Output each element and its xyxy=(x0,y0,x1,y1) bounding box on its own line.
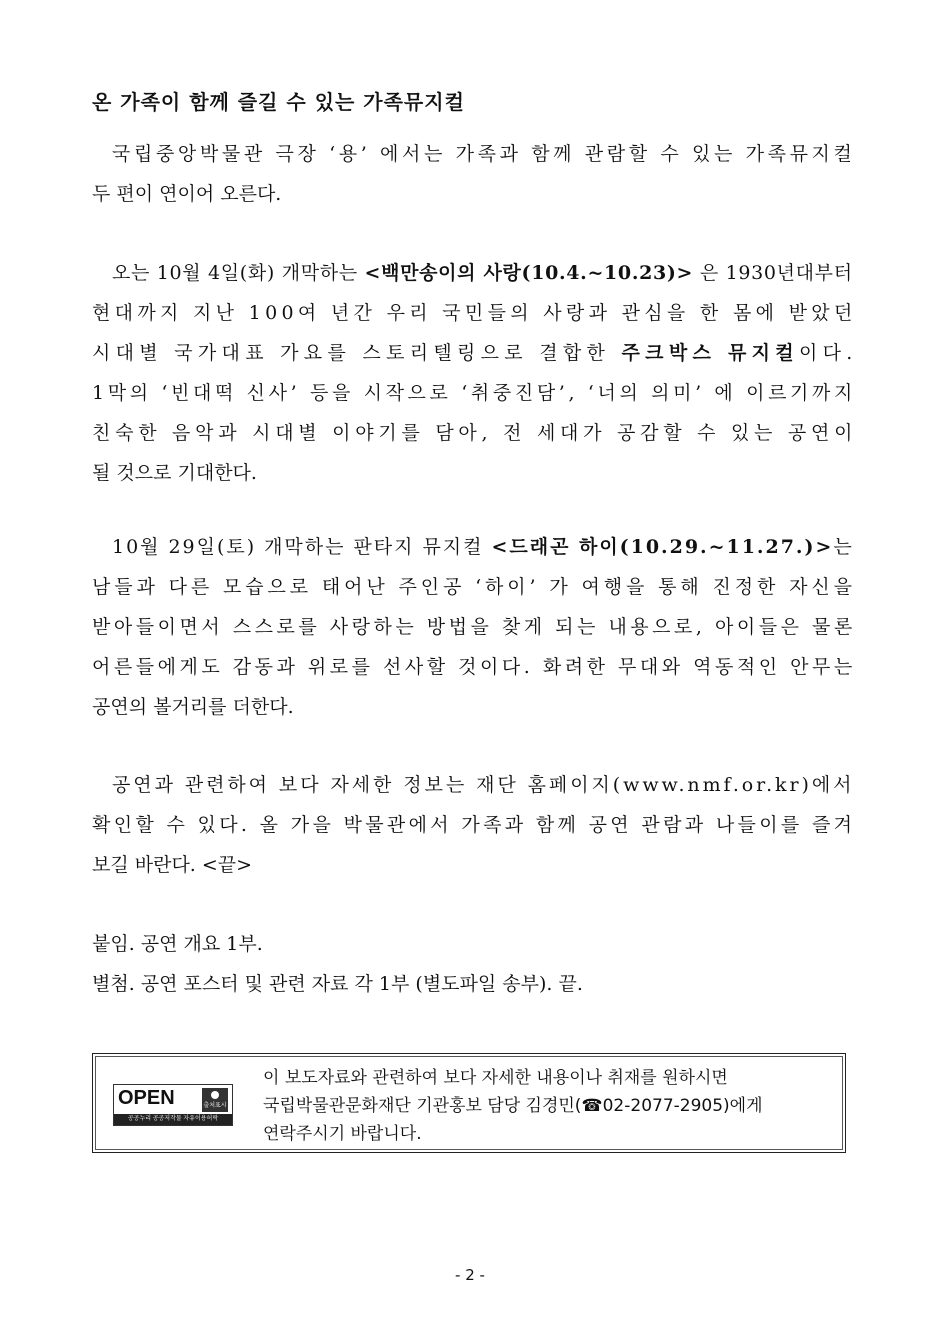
page-number: - 2 - xyxy=(455,1266,485,1284)
paragraph-line: 친숙한 음악과 시대별 이야기를 담아, 전 세대가 공감할 수 있는 공연이 xyxy=(92,422,858,444)
section-heading: 온 가족이 함께 즐길 수 있는 가족뮤지컬 xyxy=(92,90,465,114)
paragraph-line: 보길 바란다. <끝> xyxy=(92,854,253,876)
paragraph-line: 국립중앙박물관 극장 ‘용’ 에서는 가족과 함께 관람할 수 있는 가족뮤지컬 xyxy=(112,143,856,165)
genre-highlight: 주크박스 뮤지컬 xyxy=(621,342,799,364)
paragraph-line: 시대별 국가대표 가요를 스토리텔링으로 결합한 주크박스 뮤지컬이다. xyxy=(92,342,858,364)
musical-title-2: <드래곤 하이(10.29.~11.27.)> xyxy=(491,536,834,558)
paragraph-line: 두 편이 연이어 오른다. xyxy=(92,183,282,205)
contact-line: 이 보도자료와 관련하여 보다 자세한 내용이나 취재를 원하시면 xyxy=(263,1068,728,1088)
paragraph-musical-2 xyxy=(92,527,856,727)
paragraph-musical-1 xyxy=(92,253,858,493)
open-logo-strip: 공공누리 공공저작물 자유이용허락 xyxy=(114,1114,232,1125)
paragraph-line: 남들과 다른 모습으로 태어난 주인공 ‘하이’ 가 여행을 통해 진정한 자신을 xyxy=(92,576,856,598)
paragraph-line: 10월 29일(토) 개막하는 판타지 뮤지컬 <드래곤 하이(10.29.~11.27.)>는 xyxy=(112,536,854,558)
attribution-icon: 출처표시 xyxy=(202,1088,228,1112)
contact-box xyxy=(92,1053,846,1153)
open-license-logo xyxy=(113,1084,233,1126)
paragraph-line: 공연의 볼거리를 더한다. xyxy=(92,696,294,718)
contact-line: 연락주시기 바랍니다. xyxy=(263,1124,422,1144)
paragraph-line: 어른들에게도 감동과 위로를 선사할 것이다. 화려한 무대와 역동적인 안무는 xyxy=(92,656,856,678)
paragraph-line: 1막의 ‘빈대떡 신사’ 등을 시작으로 ‘취중진담’, ‘너의 의미’ 에 이르기까지 xyxy=(92,382,856,404)
contact-line: 국립박물관문화재단 기관홍보 담당 김경민(☎02-2077-2905)에게 xyxy=(263,1096,763,1116)
annex-line: 별첨. 공연 포스터 및 관련 자료 각 1부 (별도파일 송부). 끝. xyxy=(92,973,583,995)
paragraph-line: 공연과 관련하여 보다 자세한 정보는 재단 홈페이지(www.nmf.or.kr)에서 xyxy=(112,774,855,796)
paragraph-line: 될 것으로 기대한다. xyxy=(92,462,257,484)
paragraph-line: 현대까지 지난 100여 년간 우리 국민들의 사랑과 관심을 한 몸에 받았던 xyxy=(92,302,857,324)
paragraph-intro xyxy=(92,134,856,214)
musical-title-1: <백만송이의 사랑(10.4.~10.23)> xyxy=(364,262,694,284)
attachment-line: 붙임. 공연 개요 1부. xyxy=(92,933,263,955)
contact-text xyxy=(263,1064,838,1148)
paragraph-line: 받아들이면서 스스로를 사랑하는 방법을 찾게 되는 내용으로, 아이들은 물론 xyxy=(92,616,856,638)
paragraph-line: 오는 10월 4일(화) 개막하는 <백만송이의 사랑(10.4.~10.23)> 은 1930년대부터 xyxy=(112,262,853,284)
paragraph-line: 확인할 수 있다. 올 가을 박물관에서 가족과 함께 공연 관람과 나들이를 즐겨 xyxy=(92,814,856,836)
open-logo-word: OPEN xyxy=(118,1087,175,1109)
paragraph-info xyxy=(92,765,856,885)
